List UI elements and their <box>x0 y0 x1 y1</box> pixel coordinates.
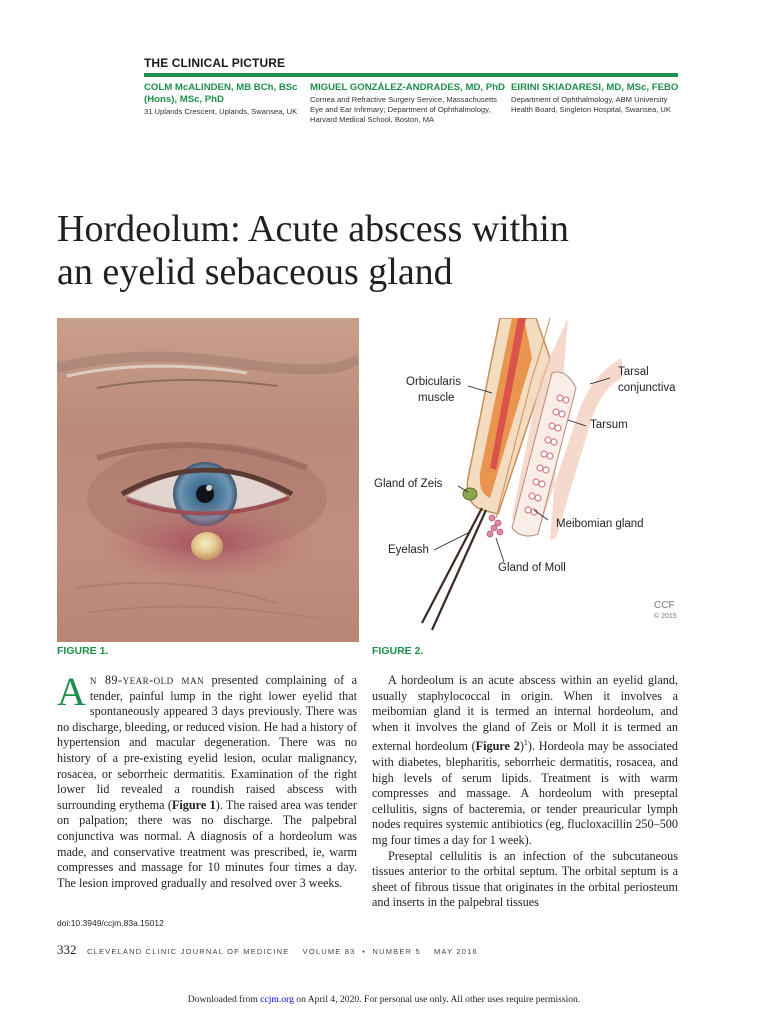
label-orbicularis: Orbicularis <box>406 376 461 388</box>
journal-info: CLEVELAND CLINIC JOURNAL OF MEDICINE VOLUME 83 • NUMBER 5 MAY 2016 <box>86 947 478 956</box>
download-suffix: on April 4, 2020. For personal use only. All other uses require permission. <box>293 994 581 1005</box>
download-notice <box>0 994 768 1005</box>
author-name: EIRINI SKIADARESI, MD, MSc, FEBO <box>511 82 679 93</box>
eye-photo-illustration <box>57 318 359 642</box>
page-footer <box>57 941 478 959</box>
author-affiliation: 31 Uplands Crescent, Uplands, Swansea, UK <box>144 107 298 116</box>
body-right-column <box>372 673 678 911</box>
label-conjunctiva: conjunctiva <box>618 382 676 394</box>
figure-1-photo <box>57 318 359 642</box>
drop-cap: A <box>57 669 86 714</box>
title-line-1: Hordeolum: Acute abscess within <box>57 208 569 250</box>
body-left-column <box>57 669 357 891</box>
label-gland-of-zeis: Gland of Zeis <box>374 478 443 490</box>
ccf-mark: CCF <box>654 600 675 611</box>
download-prefix: Downloaded from <box>187 994 261 1005</box>
paragraph-preseptal: Preseptal cellulitis is an infection of the subcutaneous tissues anterior to the orbital septum. The orbital septum is a sheet of fibrous tissue that originates in the orbital periosteum and inserts in the palpebral tissues <box>372 848 678 910</box>
author-name: MIGUEL GONZÁLEZ-ANDRADES, MD, PhD <box>310 82 505 93</box>
author-3 <box>511 82 681 115</box>
figure-1-label: FIGURE 1. <box>57 645 109 657</box>
label-tarsal: Tarsal <box>618 366 649 378</box>
hordeolum-text: A hordeolum is an acute abscess within an eyelid gland, usually staphylococcal in origin. When it involves a meibomian gland it is termed an internal hordeolum, and when it involves the gland of Zeis or Moll it is termed an external hordeolum ( <box>372 673 678 754</box>
section-label: THE CLINICAL PICTURE <box>144 56 286 70</box>
label-gland-of-moll: Gland of Moll <box>498 562 566 574</box>
hordeolum-text-rest: ). Hordeola may be associated with diabetes, blepharitis, seborrheic dermatitis, rosacea, and high levels of serum lipids. Treatment is with warm compresses and massage. A hordeolum with preseptal cellulitis, signs of bacteremia, or tender preauricular lymph nodes requires systemic antibiotics (eg, flucloxacillin 250–500 mg four times a day for 1 week). <box>372 739 678 847</box>
figure-2-label: FIGURE 2. <box>372 645 424 657</box>
author-1 <box>144 82 304 117</box>
case-text: presented complaining of a tender, painful lump in the right lower eyelid that spontaneously appeared 3 days previously. There was no discharge, bleeding, or reduced vision. He had a history of hypertension and macular degeneration. There was no history of a pre-existing eyelid lesion, ocular malignancy, rosacea, or seborrheic dermatitis. Examination of the right lower lid revealed a roundish raised abscess with surrounding erythema ( <box>57 673 357 812</box>
author-2 <box>310 82 505 125</box>
label-muscle: muscle <box>418 392 455 404</box>
doi[interactable]: doi:10.3949/ccjm.83a.15012 <box>57 918 164 928</box>
label-meibomian-gland: Meibomian gland <box>556 518 644 530</box>
author-name: COLM McALINDEN, MB BCh, BSc (Hons), MSc, PhD <box>144 82 298 105</box>
ccjm-link[interactable]: ccjm.org <box>260 994 294 1005</box>
article-title <box>57 208 697 294</box>
citation-1[interactable]: 1 <box>523 738 528 748</box>
paragraph-hordeolum: A hordeolum is an acute abscess within an eyelid gland, usually staphylococcal in origin. When it involves a meibomian gland it is termed an internal hordeolum, and when it involves the gland of Zeis or Moll it is termed an external hordeolum (Figure 2)$^1$). Hordeola may be associated with diabetes, blepharitis, seborrheic dermatitis, rosacea, and high levels of serum lipids. Treatment is with warm compresses and massage. A hordeolum with preseptal cellulitis, signs of bacteremia, or tender preauricular lymph nodes requires systemic antibiotics (eg, flucloxacillin 250–500 mg four times a day for 1 week). <box>372 673 678 847</box>
figure-2-diagram <box>372 318 678 642</box>
author-affiliation: Cornea and Refractive Surgery Service, Massachusetts Eye and Ear Infirmary; Department of Ophthalmology, Harvard Medical School, Boston, MA <box>310 95 497 124</box>
case-text-end: ). The raised area was tender on palpation; there was no discharge. The palpebral conjunctiva was normal. A diagnosis of a hordeolum was made, and conservative treatment was prescribed, ie, warm compresses and massage for 10 minutes four times a day. The lesion improved gradually and resolved over 3 weeks. <box>57 797 357 890</box>
ccf-year: © 2015 <box>654 613 677 620</box>
title-line-2: an eyelid sebaceous gland <box>57 251 453 293</box>
author-affiliation: Department of Ophthalmology, ABM University Health Board, Singleton Hospital, Swansea, UK <box>511 95 671 114</box>
paragraph-case <box>57 669 357 891</box>
header-rule <box>144 73 678 77</box>
figure-1-reference[interactable]: Figure 1 <box>171 797 216 812</box>
label-tarsum: Tarsum <box>590 419 628 431</box>
lead-in: n 89-year-old man <box>89 673 205 687</box>
page-number: 332 <box>57 942 77 957</box>
label-eyelash: Eyelash <box>388 544 429 556</box>
figure-2-reference[interactable]: Figure 2 <box>475 739 520 754</box>
